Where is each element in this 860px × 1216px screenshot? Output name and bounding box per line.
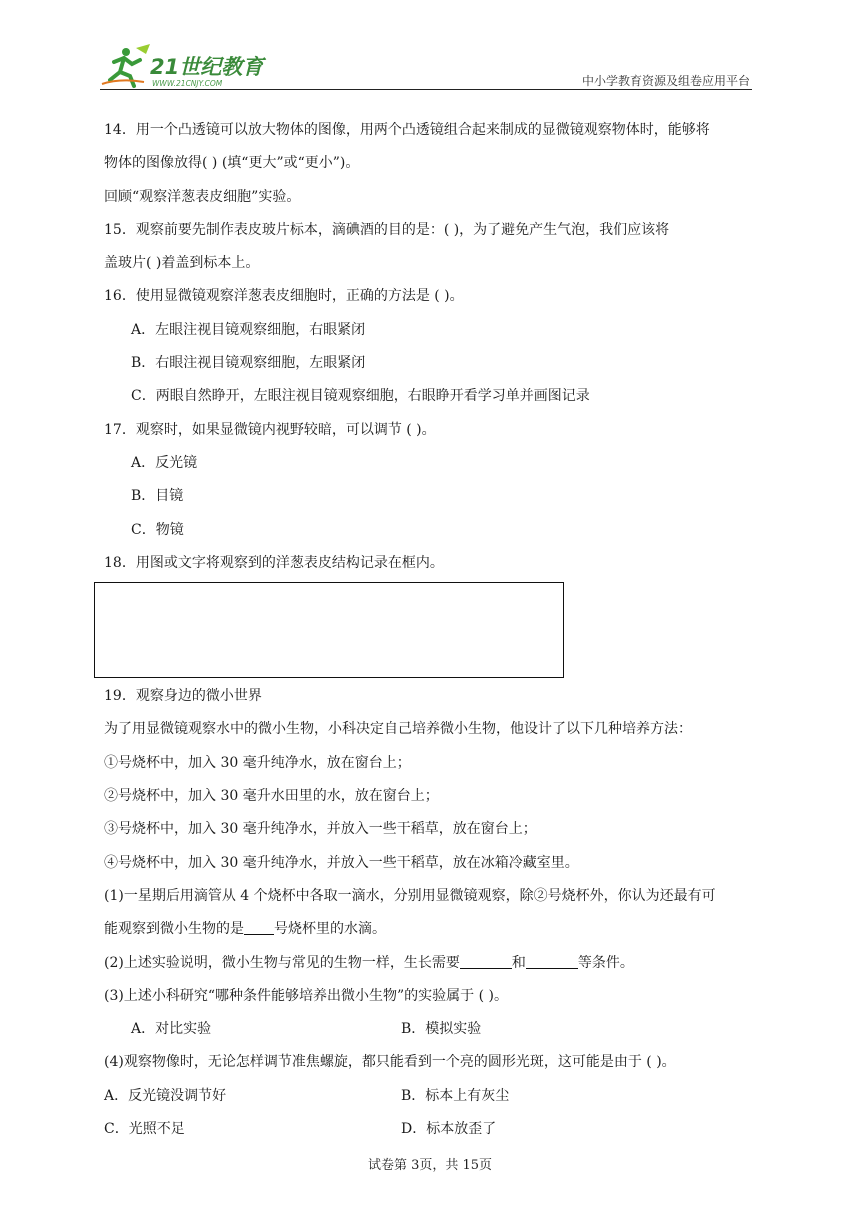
q19-sub2 (104, 947, 764, 980)
q19-method-2: ②号烧杯中，加入 30 毫升水田里的水，放在窗台上； (104, 788, 439, 805)
header-divider (100, 89, 752, 90)
sub1-blank[interactable] (244, 920, 274, 935)
q19-method-1: ①号烧杯中，加入 30 毫升纯净水，放在窗台上； (104, 754, 411, 771)
sub2-text-b: 和 (511, 954, 526, 971)
q17-option-c: C．物镜 (131, 521, 184, 538)
sub2-blank-2[interactable] (526, 954, 578, 969)
sub2-text-a: (2)上述实验说明，微小生物与常见的生物一样，生长需要 (104, 954, 460, 971)
q14-line2: 物体的图像放得( ) (填“更大”或“更小”)。 (104, 155, 360, 172)
q18-stem: 18．用图或文字将观察到的洋葱表皮结构记录在框内。 (104, 554, 444, 571)
sub3-option-b: B．模拟实验 (401, 1021, 482, 1038)
q17-option-a: A．反光镜 (131, 454, 198, 471)
q16-option-a: A．左眼注视目镜观察细胞，右眼紧闭 (131, 321, 366, 338)
review-heading: 回顾“观察洋葱表皮细胞”实验。 (104, 188, 301, 205)
q16-option-b: B．右眼注视目镜观察细胞，左眼紧闭 (131, 355, 366, 372)
sub1-text-a: 能观察到微小生物的是 (104, 921, 244, 938)
page-footer: 试卷第 3页，共 15页 (367, 1158, 493, 1173)
svg-text:21世纪教育: 21世纪教育 (150, 55, 264, 79)
site-tagline: 中小学教育资源及组卷应用平台 (581, 74, 750, 88)
q19-sub4-options-row2 (104, 1113, 764, 1146)
page-header (100, 40, 752, 90)
q19-sub1-line2 (104, 913, 764, 946)
q15-line1: 15．观察前要先制作表皮玻片标本，滴碘酒的目的是：( )，为了避免产生气泡，我们应该将 (104, 221, 670, 238)
sub4-option-a: A．反光镜没调节好 (104, 1087, 227, 1104)
q16-stem: 16．使用显微镜观察洋葱表皮细胞时，正确的方法是 ( )。 (104, 288, 464, 305)
q19-sub1-line1: (1)一星期后用滴管从 4 个烧杯中各取一滴水，分别用显微镜观察，除②号烧杯外，你认为还最有可 (104, 887, 716, 904)
sub2-blank-1[interactable] (460, 954, 512, 969)
q14-line1: 14．用一个凸透镜可以放大物体的图像，用两个凸透镜组合起来制成的显微镜观察物体时，能够将 (104, 122, 710, 138)
q17-stem: 17．观察时，如果显微镜内视野较暗，可以调节 ( )。 (104, 421, 436, 438)
sub3-option-a: A．对比实验 (131, 1021, 212, 1038)
sub4-option-b: B．标本上有灰尘 (401, 1087, 510, 1104)
q19-sub3-stem: (3)上述小科研究“哪种条件能够培养出微小生物”的实验属于 ( )。 (104, 987, 508, 1004)
logo-icon (100, 44, 270, 90)
q19-sub3-options (104, 1013, 764, 1046)
svg-text:WWW.21CNJY.COM: WWW.21CNJY.COM (152, 79, 223, 88)
q19-method-3: ③号烧杯中，加入 30 毫升纯净水，并放入一些干稻草，放在窗台上； (104, 821, 537, 838)
sub4-option-d: D．标本放歪了 (401, 1121, 497, 1138)
q19-sub4-options-row1 (104, 1080, 764, 1113)
q19-method-4: ④号烧杯中，加入 30 毫升纯净水，并放入一些干稻草，放在冰箱冷藏室里。 (104, 854, 579, 871)
q17-option-b: B．目镜 (131, 488, 184, 505)
q16-option-c: C．两眼自然睁开，左眼注视目镜观察细胞，右眼睁开看学习单并画图记录 (131, 388, 590, 405)
sub2-text-c: 等条件。 (577, 954, 634, 971)
sub4-option-c: C．光照不足 (104, 1121, 185, 1138)
q19-title: 19．观察身边的微小世界 (104, 688, 262, 705)
sub1-text-b: 号烧杯里的水滴。 (274, 921, 386, 938)
q18-answer-box[interactable] (94, 582, 564, 678)
q19-sub4-stem: (4)观察物像时，无论怎样调节准焦螺旋，都只能看到一个亮的圆形光斑，这可能是由于 ( )。 (104, 1054, 676, 1071)
q15-line2: 盖玻片( )着盖到标本上。 (104, 255, 260, 272)
q19-intro: 为了用显微镜观察水中的微小生物，小科决定自己培养微小生物，他设计了以下几种培养方法： (104, 721, 692, 738)
